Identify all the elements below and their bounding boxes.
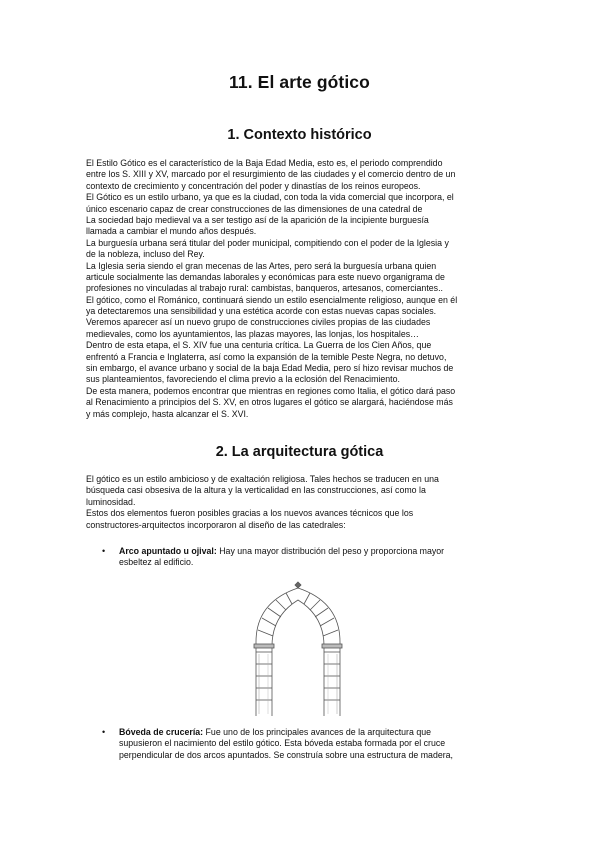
text-line: profesiones no vinculadas al trabajo rural: cambistas, banqueros, artesanos, comerciantes.. bbox=[86, 283, 443, 294]
text-line: El Estilo Gótico es el característico de la Baja Edad Media, esto es, el periodo comprendido bbox=[86, 158, 443, 168]
text-line: El gótico es un estilo ambicioso y de exaltación religiosa. Tales hechos se traducen en una bbox=[86, 474, 439, 484]
text-line: La burguesía urbana será titular del poder municipal, compitiendo con el poder de la Iglesia y bbox=[86, 237, 449, 248]
text-line: De esta manera, podemos encontrar que mientras en regiones como Italia, el gótico dará paso bbox=[86, 385, 456, 396]
text-line: ya detectaremos una sensibilidad y una estética acorde con estas nuevas capas sociales. bbox=[86, 306, 437, 317]
text-line: perpendicular de dos arcos apuntados. Se construía sobre una estructura de madera, bbox=[119, 749, 453, 760]
section-architecture-text bbox=[86, 474, 516, 531]
text-line: enfrentó a Francia e Inglaterra, así como la expansión de la temible Peste Negra, no detuvo, bbox=[86, 351, 447, 362]
bullet-first-line: Hay una mayor distribución del peso y proporciona mayor bbox=[216, 546, 445, 556]
text-line: El gótico, como el Románico, continuará siendo un estilo esencialmente religioso, aunque en él bbox=[86, 294, 458, 305]
text-line: único escenario capaz de crear construcciones de las dimensiones de una catedral de bbox=[86, 203, 423, 214]
text-line: búsqueda casi obsesiva de la altura y la verticalidad en las construcciones, así como la bbox=[86, 485, 426, 496]
text-line: La sociedad bajo medieval va a ser testigo así de la aparición de la incipiente burguesía bbox=[86, 214, 429, 225]
bullet-text bbox=[119, 546, 519, 569]
text-line: Estos dos elementos fueron posibles gracias a los nuevos avances técnicos que los bbox=[86, 508, 414, 519]
text-line: medievales, como los ayuntamientos, las plazas mayores, las lonjas, los hospitales… bbox=[86, 328, 419, 339]
document-title: 11. El arte gótico bbox=[229, 72, 370, 92]
text-line: luminosidad. bbox=[86, 496, 136, 507]
text-line: supusieron el nacimiento del estilo gótico. Esta bóveda estaba formada por el cruce bbox=[119, 738, 446, 749]
bullet-term: Arco apuntado u ojival: bbox=[119, 546, 217, 556]
bullet-marker: • bbox=[102, 546, 106, 556]
text-line: Dentro de esta etapa, el S. XIV fue una centuria crítica. La Guerra de los Cien Años, que bbox=[86, 340, 432, 351]
bullet-first-line: Fue uno de los principales avances de la arquitectura que bbox=[203, 727, 431, 737]
bullet-marker: • bbox=[102, 727, 106, 737]
text-line: articule socialmente las demandas laborales y económicas para este nuevo organigrama de bbox=[86, 271, 445, 282]
section-context-text bbox=[86, 158, 516, 420]
section-heading-context: 1. Contexto histórico bbox=[227, 127, 372, 143]
pointed-arch-drawing-icon bbox=[246, 580, 350, 718]
bullet-text bbox=[119, 727, 519, 761]
text-line: contexto de crecimiento y concentración del poder y dinastías de los reinos europeos. bbox=[86, 180, 421, 191]
text-line: al Renacimiento a principios del S. XV, en otros lugares el gótico se alargará, haciéndose más bbox=[86, 397, 453, 408]
text-line: La Iglesia seria siendo el gran mecenas de las Artes, pero será la burguesía urbana quien bbox=[86, 260, 437, 271]
section-heading-architecture: 2. La arquitectura gótica bbox=[215, 444, 384, 460]
text-line: llamada a cambiar el mundo años después. bbox=[86, 226, 257, 237]
text-line: y más complejo, hasta alcanzar el S. XVI. bbox=[86, 408, 249, 419]
bullet-term: Bóveda de crucería: bbox=[119, 727, 204, 737]
text-line: sin embargo, el avance urbano y social de la baja Edad Media, pero sí hizo revisar muchos de bbox=[86, 363, 454, 374]
text-line: constructores-arquitectos incorporaron al diseño de las catedrales: bbox=[86, 519, 346, 530]
text-line: entre los S. XIII y XV, marcado por el resurgimiento de las ciudades y el comercio dentro de un bbox=[86, 169, 456, 180]
text-line: sus planteamientos, favoreciendo el clima previo a la eclosión del Renacimiento. bbox=[86, 374, 400, 385]
text-line: de la nobleza, incluso del Rey. bbox=[86, 249, 205, 260]
text-line: esbeltez al edificio. bbox=[119, 557, 194, 568]
text-line: El Gótico es un estilo urbano, ya que es la ciudad, con toda la vida comercial que incorpora, el bbox=[86, 192, 454, 203]
text-line: Veremos aparecer así un nuevo grupo de construcciones civiles propias de las ciudades bbox=[86, 317, 431, 328]
